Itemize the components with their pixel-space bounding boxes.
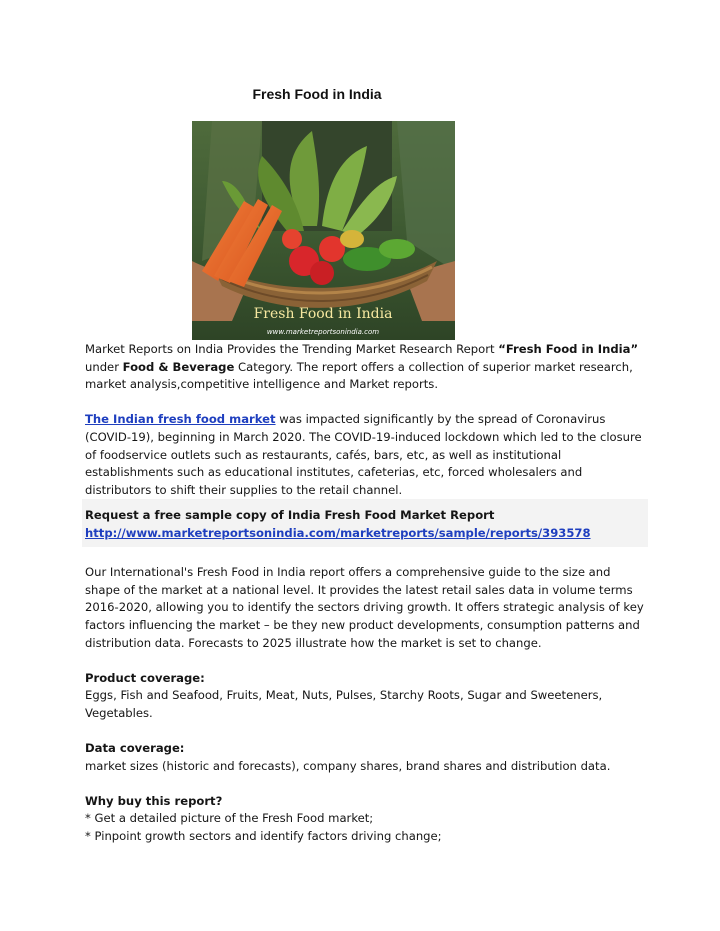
overview-paragraph: Our International's Fresh Food in India report offers a comprehensive guide to the size and shape of the market at a national level. It provides the latest retail sales data in volume terms 2016-2020, allowing you to identify the sectors driving growth. It offers strategic analysis of key factors influencing the market – be they new product developments, consumption patterns and distribution data. Forecasts to 2025 illustrate how the market is set to change.: [85, 565, 644, 650]
data-coverage-heading: Data coverage:: [85, 741, 185, 756]
why-buy-item: * Pinpoint growth sectors and identify factors driving change;: [85, 829, 442, 844]
page-title: Fresh Food in India: [252, 86, 382, 102]
product-coverage-heading: Product coverage:: [85, 670, 205, 685]
category-name: Food & Beverage: [122, 359, 235, 374]
why-buy-item: * Get a detailed picture of the Fresh Food market;: [85, 811, 374, 826]
hero-overlay-title: Fresh Food in India: [253, 306, 393, 322]
impact-paragraph: The Indian fresh food market was impacted significantly by the spread of Coronavirus (COVID-19), beginning in March 2020. The COVID-19-induced lockdown which led to the closure of foodservice outlets such as restaurants, cafés, bars, etc, as well as institutional establishments such as educational institutes, cafeterias, etc, forced wholesalers and distributors to shift their supplies to the retail channel.: [85, 412, 642, 497]
hero-overlay-url: www.marketreportsonindia.com: [266, 328, 380, 336]
hero-image: [192, 121, 455, 340]
market-link[interactable]: The Indian fresh food market: [85, 412, 276, 427]
sample-link[interactable]: http://www.marketreportsonindia.com/marketreports/sample/reports/393578: [85, 525, 591, 540]
product-coverage-text: Eggs, Fish and Seafood, Fruits, Meat, Nuts, Pulses, Starchy Roots, Sugar and Sweeteners, Vegetables.: [85, 688, 603, 720]
intro-paragraph: Market Reports on India Provides the Trending Market Research Report “Fresh Food in India” under Food & Beverage Category. The report offers a collection of superior market research, market analysis,competitive intelligence and Market reports.: [85, 342, 639, 392]
why-buy-heading: Why buy this report?: [85, 793, 223, 808]
sample-request-box: [82, 499, 648, 546]
sample-heading: Request a free sample copy of India Fresh Food Market Report: [85, 508, 495, 523]
report-name: “Fresh Food in India”: [498, 342, 639, 356]
document-body: [85, 341, 645, 846]
data-coverage-text: market sizes (historic and forecasts), company shares, brand shares and distribution data.: [85, 758, 611, 773]
